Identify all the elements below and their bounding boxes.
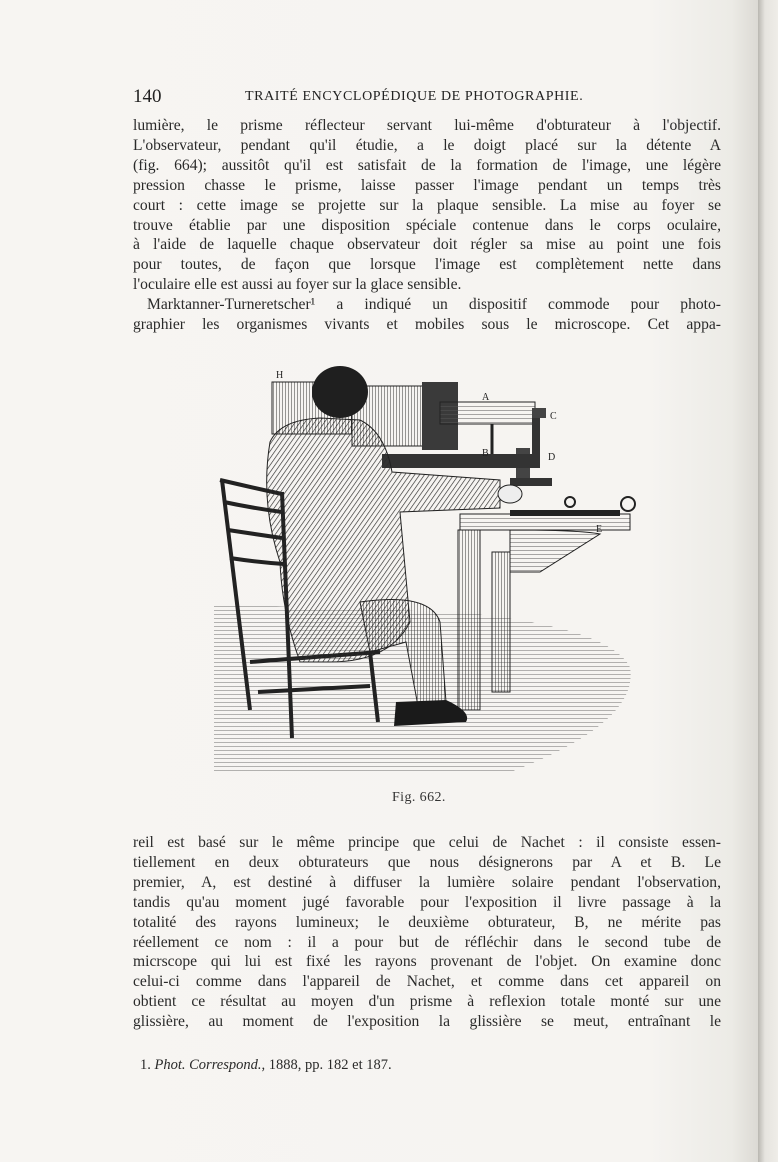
text-line: graphier les organismes vivants et mobiles sous le microscope. Cet appa- bbox=[133, 316, 721, 334]
text-line: court : cette image se projette sur la plaque sensible. La mise au foyer se bbox=[133, 196, 721, 214]
figure-engraving bbox=[210, 362, 640, 774]
text-line: pour toutes, de façon que lorsque l'image est complètement nette dans bbox=[133, 256, 721, 274]
text-line: tiellement en deux obturateurs que nous désignerons par A et B. Le bbox=[133, 853, 721, 871]
text-line: obtient ce résultat au moyen d'un prisme à reflexion totale monté sur une bbox=[133, 993, 721, 1011]
body-text-top bbox=[133, 116, 721, 335]
text-line: glissière, au moment de l'exposition la glissière se meut, entraînant le bbox=[133, 1013, 721, 1031]
text-line: L'observateur, pendant qu'il étudie, a le doigt placé sur la détente A bbox=[133, 136, 721, 154]
text-line: micrscope qui lui est fixé les rayons provenant de l'objet. On examine donc bbox=[133, 953, 721, 971]
text-line: (fig. 664); aussitôt qu'il est satisfait de la formation de l'image, une légère bbox=[133, 156, 721, 174]
page-number: 140 bbox=[133, 86, 162, 107]
footnote-source: Phot. Correspond., bbox=[154, 1057, 266, 1073]
label-C: C bbox=[550, 411, 557, 422]
next-page-edge bbox=[758, 0, 778, 1162]
label-H: H bbox=[276, 370, 284, 381]
body-text-bottom bbox=[133, 833, 721, 1032]
paragraph-2-cont bbox=[133, 315, 721, 335]
footnote-number: 1. bbox=[140, 1057, 151, 1073]
text-line: pression chasse le prisme, laisse passer l'image pendant un temps très bbox=[133, 176, 721, 194]
figure-caption: Fig. 662. bbox=[392, 790, 446, 805]
paragraph-2 bbox=[133, 295, 721, 315]
page-header bbox=[133, 86, 723, 108]
label-B: B bbox=[482, 448, 489, 459]
footnote bbox=[140, 1057, 392, 1074]
footnote-details: 1888, pp. 182 et 187. bbox=[268, 1057, 392, 1073]
label-E: E bbox=[596, 524, 603, 535]
paragraph-1 bbox=[133, 116, 721, 295]
text-line: réellement ce nom : il a pour but de réfléchir dans le second tube de bbox=[133, 933, 721, 951]
label-D: D bbox=[548, 452, 556, 463]
text-line: l'oculaire elle est aussi au foyer sur la glace sensible. bbox=[133, 276, 462, 294]
label-A: A bbox=[482, 392, 490, 403]
text-line: tandis qu'au moment jugé favorable pour l'exposition il livre passage à la bbox=[133, 893, 721, 911]
paragraph-3 bbox=[133, 833, 721, 1032]
text-line: à l'aide de laquelle chaque observateur doit régler sa mise au point une fois bbox=[133, 236, 721, 254]
text-line: premier, A, est destiné à diffuser la lumière solaire pendant l'observation, bbox=[133, 873, 721, 891]
running-title: TRAITÉ ENCYCLOPÉDIQUE DE PHOTOGRAPHIE. bbox=[245, 89, 584, 104]
text-line: celui-ci comme dans l'appareil de Nachet, et comme dans cet appareil on bbox=[133, 973, 721, 991]
text-line: trouve établie par une disposition spéciale contenue dans le corps oculaire, bbox=[133, 216, 721, 234]
text-line: reil est basé sur le même principe que celui de Nachet : il consiste essen- bbox=[133, 834, 721, 851]
text-line: lumière, le prisme réflecteur servant lui-même d'obturateur à l'objectif. bbox=[133, 117, 721, 134]
text-line: Marktanner-Turneretscher¹ a indiqué un dispositif commode pour photo- bbox=[147, 296, 721, 314]
text-line: totalité des rayons lumineux; le deuxième obturateur, B, ne mérite pas bbox=[133, 913, 721, 931]
